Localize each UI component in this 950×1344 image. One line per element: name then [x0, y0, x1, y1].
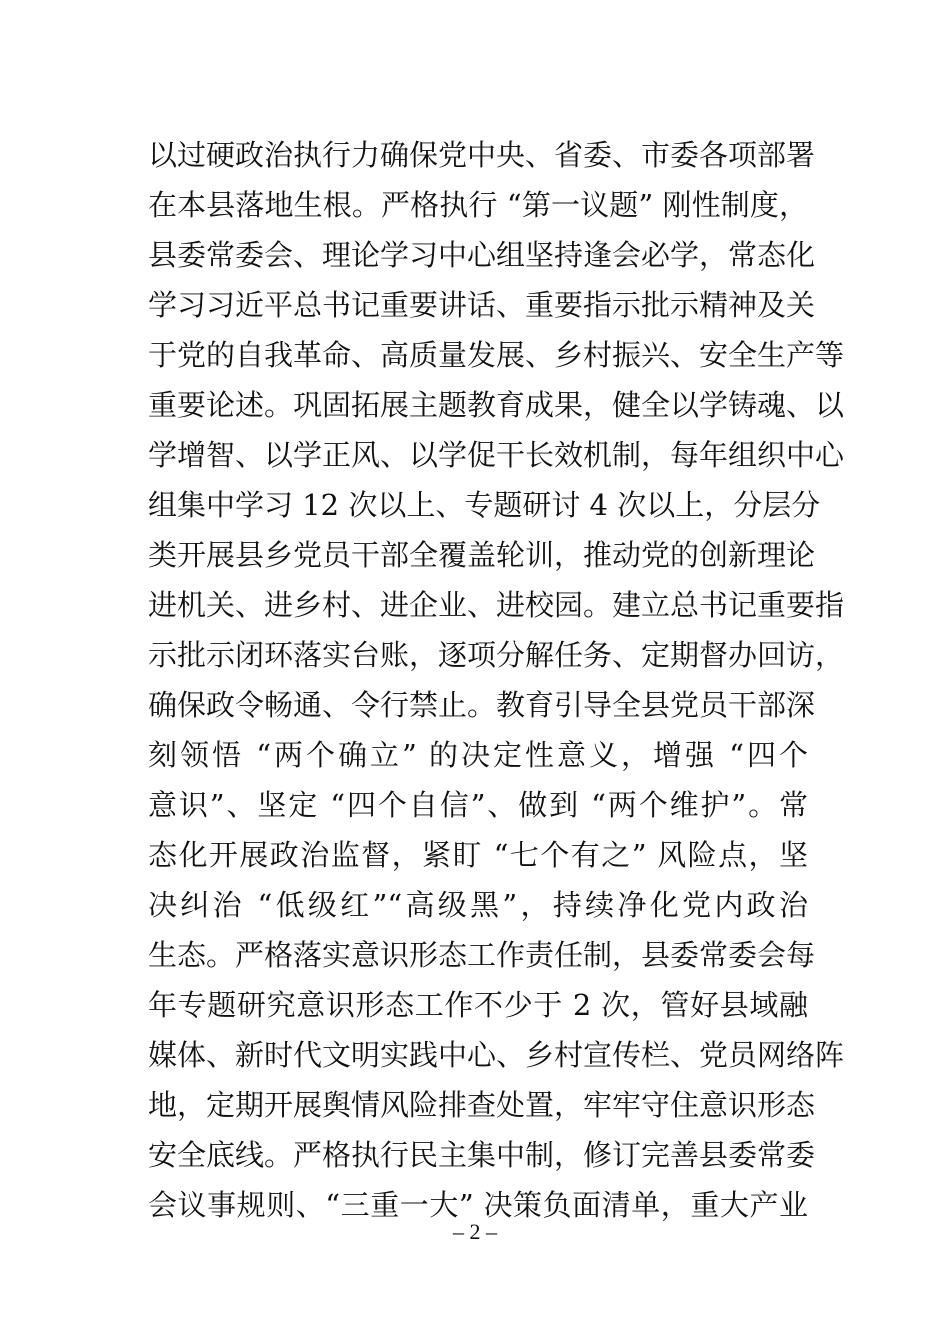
- text-line: 县委常委会、理论学习中心组坚持逢会必学，常态化: [148, 238, 816, 272]
- text-line: 在本县落地生根。严格执行 “第一议题” 刚性制度，: [148, 188, 808, 222]
- text-line: 安全底线。严格执行民主集中制，修订完善县委常委: [148, 1138, 816, 1172]
- text-line: 会议事规则、“三重一大” 决策负面清单，重大产业: [148, 1188, 808, 1222]
- text-line: 以过硬政治执行力确保党中央、省委、市委各项部署: [148, 138, 816, 172]
- text-line: 地，定期开展舆情风险排查处置，牢牢守住意识形态: [148, 1088, 816, 1122]
- text-line: 示批示闭环落实台账，逐项分解任务、定期督办回访，: [148, 638, 845, 672]
- text-line: 于党的自我革命、高质量发展、乡村振兴、安全生产等: [148, 338, 845, 372]
- text-line: 组集中学习 12 次以上、专题研讨 4 次以上，分层分: [148, 488, 821, 522]
- text-line: 学习习近平总书记重要讲话、重要指示批示精神及关: [148, 288, 816, 322]
- page-number: – 2 –: [453, 1219, 497, 1244]
- text-line: 决纠治 “低级红”“高级黑”，持续净化党内政治: [148, 888, 808, 922]
- text-line: 年专题研究意识形态工作不少于 2 次，管好县域融: [148, 988, 808, 1022]
- body-text: [148, 130, 845, 1230]
- text-line: 媒体、新时代文明实践中心、乡村宣传栏、党员网络阵: [148, 1038, 845, 1072]
- text-line: 类开展县乡党员干部全覆盖轮训，推动党的创新理论: [148, 538, 816, 572]
- text-line: 刻领悟 “两个确立” 的决定性意义，增强 “四个: [148, 738, 808, 772]
- text-line: 进机关、进乡村、进企业、进校园。建立总书记重要指: [148, 588, 845, 622]
- text-line: 学增智、以学正风、以学促干长效机制，每年组织中心: [148, 438, 845, 472]
- text-line: 意识”、坚定 “四个自信”、做到 “两个维护”。常: [148, 788, 808, 822]
- text-line: 重要论述。巩固拓展主题教育成果，健全以学铸魂、以: [148, 388, 845, 422]
- text-line: 态化开展政治监督，紧盯 “七个有之” 风险点，坚: [148, 838, 808, 872]
- text-line: 生态。严格落实意识形态工作责任制，县委常委会每: [148, 938, 816, 972]
- text-line: 确保政令畅通、令行禁止。教育引导全县党员干部深: [148, 688, 816, 722]
